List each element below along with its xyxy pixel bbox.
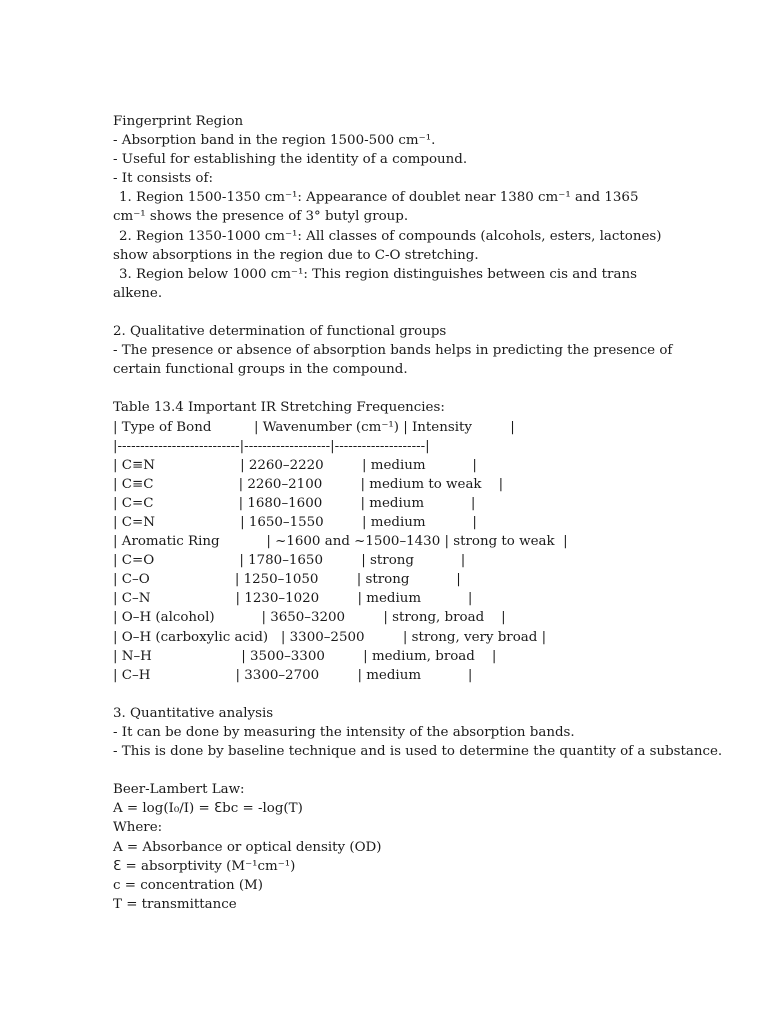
fingerprint-bullet-2: - Useful for establishing the identity of a compound. bbox=[113, 152, 468, 168]
fingerprint-bullet-3: - It consists of: bbox=[113, 171, 213, 187]
beer-lambert-title: Beer-Lambert Law: bbox=[113, 782, 245, 798]
quantitative-title: 3. Quantitative analysis bbox=[113, 705, 274, 721]
quantitative-bullet-1: - It can be done by measuring the intensity of the absorption bands. bbox=[113, 725, 575, 740]
definition-concentration: c = concentration (M) bbox=[113, 877, 263, 893]
table-row: | C=O | 1780–1650 | strong | bbox=[113, 553, 466, 569]
document-page bbox=[113, 112, 723, 914]
table-row: | Aromatic Ring | ~1600 and ~1500–1430 | strong to weak | bbox=[113, 534, 568, 550]
table-row: | C≡C | 2260–2100 | medium to weak | bbox=[113, 476, 504, 492]
table-row: | C–O | 1250–1050 | strong | bbox=[113, 572, 461, 588]
table-row: | O–H (carboxylic acid) | 3300–2500 | strong, very broad | bbox=[113, 629, 547, 645]
table-header-row: | Type of Bond | Wavenumber (cm⁻¹) | Intensity | bbox=[113, 419, 515, 435]
definition-absorbance: A = Absorbance or optical density (OD) bbox=[113, 839, 382, 855]
fingerprint-item-2: 2. Region 1350-1000 cm⁻¹: All classes of compounds (alcohols, esters, lactones) show absorptions in the region due to C-O stretching. bbox=[113, 228, 662, 263]
fingerprint-item-3: 3. Region below 1000 cm⁻¹: This region distinguishes between cis and trans alkene. bbox=[113, 266, 637, 301]
table-row: | N–H | 3500–3300 | medium, broad | bbox=[113, 648, 497, 664]
definition-absorptivity: ℇ = absorptivity (M⁻¹cm⁻¹) bbox=[113, 858, 296, 874]
beer-lambert-equation: A = log(I₀/I) = ℇbc = -log(T) bbox=[113, 801, 303, 817]
definition-transmittance: T = transmittance bbox=[113, 896, 237, 912]
table-separator-row: |---------------------------|-------------------|--------------------| bbox=[113, 438, 430, 454]
ir-frequency-table bbox=[113, 418, 673, 685]
table-row: | C=N | 1650–1550 | medium | bbox=[113, 514, 477, 530]
table-caption: Table 13.4 Important IR Stretching Frequencies: bbox=[113, 400, 445, 416]
fingerprint-title: Fingerprint Region bbox=[113, 114, 244, 129]
table-row: | C–H | 3300–2700 | medium | bbox=[113, 667, 473, 683]
qualitative-title: 2. Qualitative determination of functional groups bbox=[113, 324, 447, 340]
table-row: | C–N | 1230–1020 | medium | bbox=[113, 591, 473, 607]
where-label: Where: bbox=[113, 820, 163, 836]
table-row: | O–H (alcohol) | 3650–3200 | strong, broad | bbox=[113, 610, 506, 626]
fingerprint-bullet-1: - Absorption band in the region 1500-500 cm⁻¹. bbox=[113, 133, 436, 149]
table-row: | C≡N | 2260–2220 | medium | bbox=[113, 457, 477, 473]
quantitative-bullet-2: - This is done by baseline technique and is used to determine the quantity of a substance. bbox=[113, 744, 723, 760]
table-row: | C=C | 1680–1600 | medium | bbox=[113, 495, 476, 511]
qualitative-text: - The presence or absence of absorption bands helps in predicting the presence of certain functional groups in the compound. bbox=[113, 343, 673, 378]
fingerprint-item-1: 1. Region 1500-1350 cm⁻¹: Appearance of doublet near 1380 cm⁻¹ and 1365 cm⁻¹ shows the presence of 3° butyl group. bbox=[113, 190, 639, 225]
